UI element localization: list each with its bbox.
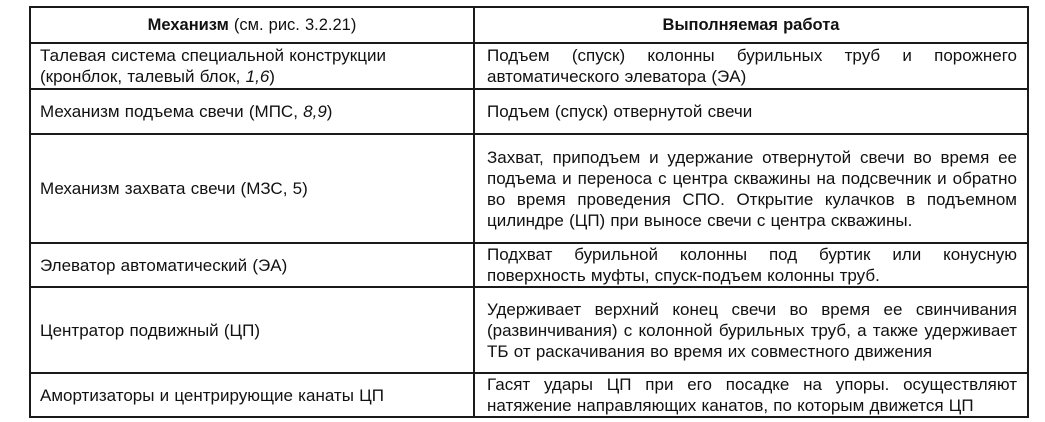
mechanisms-table (29, 6, 1029, 418)
table-row (30, 89, 1028, 134)
header-work-label: Выполняемая работа (662, 15, 840, 34)
table-row (30, 287, 1028, 373)
mechanism-cell: Элеватор автоматический (ЭА) (30, 243, 474, 287)
mechanism-text-tail: ) (326, 102, 333, 121)
work-cell: Удерживает верхний конец свечи во время ее свинчивания (развинчивания) с колонной бурильных труб, а также удерживает ТБ от раскачивания во время их совместного движения (474, 287, 1028, 373)
mechanism-cell (30, 89, 474, 134)
mechanism-refs: 8,9 (303, 102, 327, 121)
work-cell: Подхват бурильной колонны под буртик или конусную поверхность муфты, спуск-подъем колонны труб. (474, 243, 1028, 287)
work-cell: Захват, приподъем и удержание отвернутой свечи во время ее подъема и переноса с центра скважины на подсвечник и обратно во время проведения СПО. Открытие кулачков в подъемном цилиндре (ЦП) при выносе свечи с центра скважины. (474, 134, 1028, 243)
mechanism-text: Талевая система специальной конструкции (кронблок, талевый блок, (40, 46, 386, 86)
table-row (30, 43, 1028, 89)
table-header-row (30, 7, 1028, 43)
work-cell: Гасят удары ЦП при его посадке на упоры. осуществляют натяжение направляющих канатов, по которым движется ЦП (474, 373, 1028, 417)
table-row (30, 243, 1028, 287)
mechanism-text-tail: ) (269, 67, 275, 86)
work-cell: Подъем (спуск) колонны бурильных труб и порожнего автоматического элеватора (ЭА) (474, 43, 1028, 89)
mechanism-cell (30, 43, 474, 89)
header-mechanism-label: Механизм (147, 15, 229, 34)
mechanism-refs: 1,6 (245, 67, 270, 86)
mechanism-cell: Механизм захвата свечи (МЗС, 5) (30, 134, 474, 243)
header-work (474, 7, 1028, 43)
mechanism-cell: Центратор подвижный (ЦП) (30, 287, 474, 373)
work-cell: Подъем (спуск) отвернутой свечи (474, 89, 1028, 134)
mechanism-cell: Амортизаторы и центрирующие канаты ЦП (30, 373, 474, 417)
header-mechanism (30, 7, 474, 43)
header-mechanism-figure-ref: (см. рис. 3.2.21) (228, 15, 357, 34)
table-row (30, 373, 1028, 417)
table-row (30, 134, 1028, 243)
mechanism-text: Механизм подъема свечи (МПС, (40, 102, 304, 121)
